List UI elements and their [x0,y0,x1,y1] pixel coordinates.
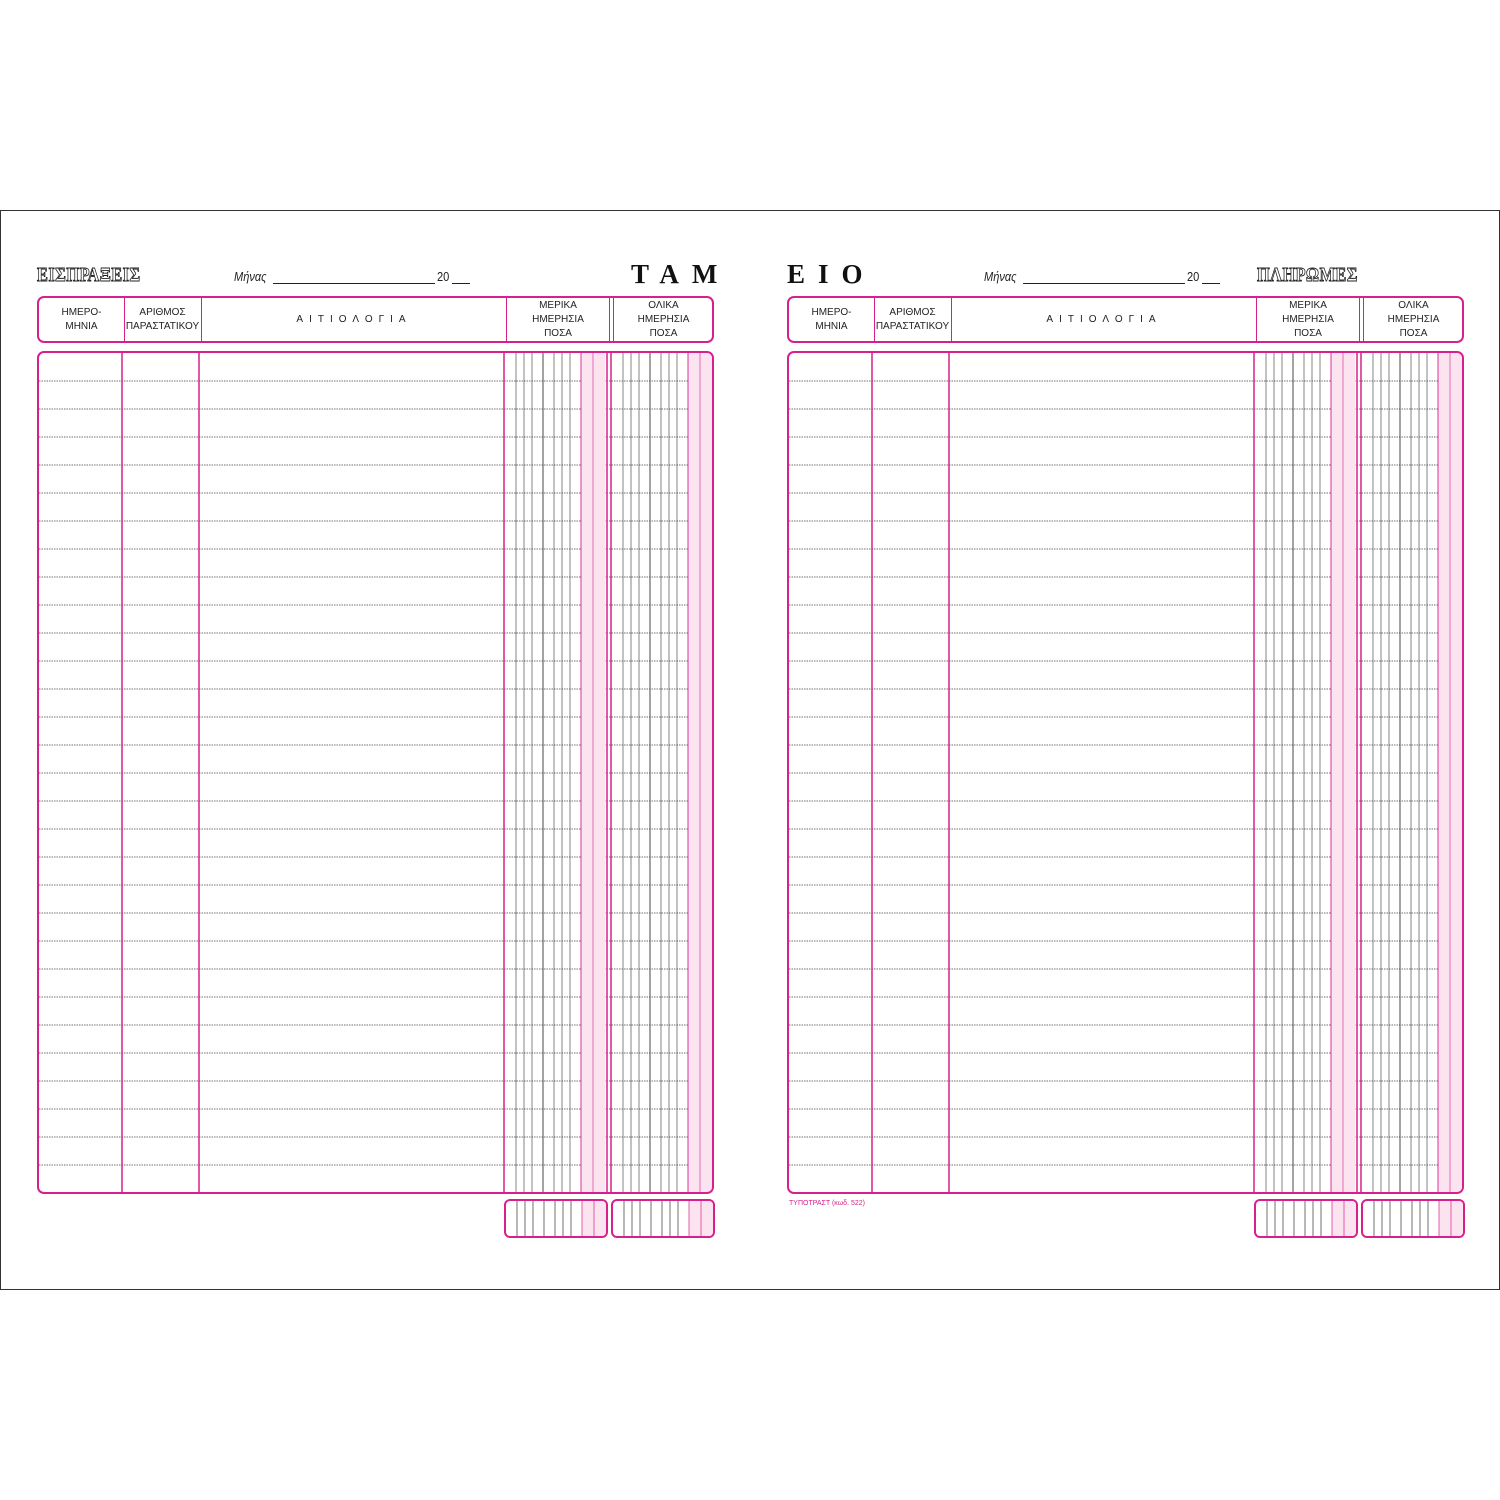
month-label: Μήνας [234,269,267,284]
ledger-grid[interactable] [787,351,1464,1194]
receipts-title: ΕΙΣΠΡΑΞΕΙΣ [37,264,141,286]
col-total-header: ΟΛΙΚΑ ΗΜΕΡΗΣΙΑ ΠΟΣΑ [1387,299,1440,339]
col-doc-number-header: ΑΡΙΘΜΟΣ ΠΑΡΑΣΤΑΤΙΚΟΥ [125,306,200,332]
printer-code-note: ΤΥΠΟΤΡΑΣΤ (κωδ. 522) [789,1200,865,1207]
ledger-grid[interactable] [37,351,714,1194]
cashbook-title-part2: ΕΙΟ [787,259,876,289]
partial-total-grid [1256,1201,1356,1236]
col-description-header: ΑΙΤΙΟΛΟΓΙΑ [296,313,412,325]
month-label: Μήνας [984,269,1017,284]
col-date-header: ΗΜΕΡΟ- ΜΗΝΙΑ [61,306,102,332]
col-partial-header: ΜΕΡΙΚΑ ΗΜΕΡΗΣΙΑ ΠΟΣΑ [532,299,584,339]
col-date-header: ΗΜΕΡΟ- ΜΗΝΙΑ [811,306,852,332]
column-header [787,296,1464,343]
receipts-page [37,211,731,1289]
total-sum-grid [1363,1201,1463,1236]
col-description-header: ΑΙΤΙΟΛΟΓΙΑ [1046,313,1162,325]
column-header [37,296,714,343]
month-field[interactable] [273,283,435,284]
col-doc-number-header: ΑΡΙΘΜΟΣ ΠΑΡΑΣΤΑΤΙΚΟΥ [875,306,950,332]
col-total-header: ΟΛΙΚΑ ΗΜΕΡΗΣΙΑ ΠΟΣΑ [637,299,690,339]
year-field[interactable] [1202,283,1220,284]
ledger-sheet [0,210,1500,1290]
payments-page [787,211,1467,1289]
year-label: 20 [1187,269,1200,284]
partial-total-box[interactable] [1254,1199,1358,1238]
ledger-grid-lines [39,353,712,1192]
total-sum-box[interactable] [1361,1199,1465,1238]
col-partial-header: ΜΕΡΙΚΑ ΗΜΕΡΗΣΙΑ ΠΟΣΑ [1282,299,1334,339]
total-sum-box[interactable] [611,1199,715,1238]
partial-total-box[interactable] [504,1199,608,1238]
cashbook-title-part1: ΤΑΜ [631,259,731,289]
month-field[interactable] [1023,283,1185,284]
total-sum-grid [613,1201,713,1236]
payments-title: ΠΛΗΡΩΜΕΣ [1257,264,1358,286]
ledger-grid-lines [789,353,1462,1192]
year-field[interactable] [452,283,470,284]
partial-total-grid [506,1201,606,1236]
year-label: 20 [437,269,450,284]
